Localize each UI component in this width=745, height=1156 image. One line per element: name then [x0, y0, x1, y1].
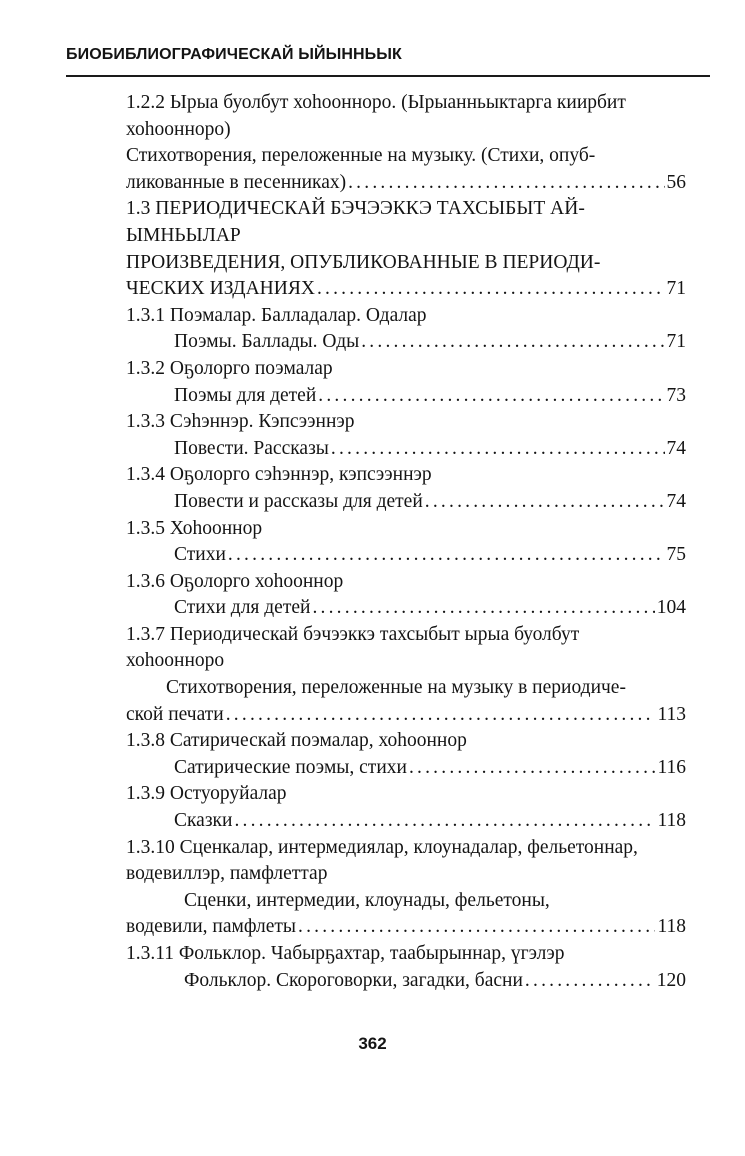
toc-heading-line	[126, 303, 686, 330]
toc-text: 1.2.2 Ырыа буолбут хоһооннoро. (Ырыанньыктарга киирбит	[126, 92, 626, 113]
dot-leader	[318, 383, 664, 410]
toc-text: 1.3.9 Остуоруйалар	[126, 783, 287, 805]
toc-heading-line	[126, 835, 686, 862]
toc-text: 1.3.11 Фольклор. Чабырҕахтар, таабырыннар, үгэлэр	[126, 943, 565, 964]
table-of-contents	[126, 90, 686, 994]
toc-heading-line	[126, 728, 686, 755]
toc-text: Сценки, интермедии, клоунады, фельетоны,	[184, 889, 550, 911]
toc-text: Повести и рассказы для детей	[174, 490, 423, 512]
toc-heading-line	[126, 196, 686, 223]
toc-text: Стихи для детей	[174, 597, 311, 619]
toc-page-number: 74	[666, 490, 686, 512]
dot-leader	[234, 808, 655, 835]
toc-page-number: 56	[666, 171, 686, 193]
toc-text: хоһооннoро	[126, 650, 225, 672]
toc-heading-line	[126, 250, 686, 277]
toc-page-number: 71	[666, 278, 686, 300]
toc-text: Сатирические поэмы, стихи	[174, 756, 407, 778]
toc-entry	[126, 595, 686, 622]
header-rule	[66, 75, 710, 77]
toc-heading-line	[126, 622, 686, 649]
toc-heading-line	[126, 223, 686, 250]
toc-entry	[126, 808, 686, 835]
toc-text: 1.3.10 Сценкалар, интермедиялар, клоунадалар, фельетоннар,	[126, 836, 638, 858]
toc-heading-line	[126, 781, 686, 808]
toc-text: Фольклор. Скороговорки, загадки, басни	[184, 969, 523, 991]
toc-text: 1.3.4 Оҕолорго сэһэннэр, кэпсээннэр	[126, 464, 432, 486]
toc-page-number: 104	[656, 597, 686, 619]
toc-page-number: 118	[657, 916, 686, 938]
toc-entry	[126, 383, 686, 410]
toc-heading-line	[126, 462, 686, 489]
dot-leader	[226, 702, 656, 729]
toc-text: 1.3.5 Хоһооннор	[126, 517, 263, 539]
toc-text: водевили, памфлеты	[126, 916, 296, 938]
toc-entry	[126, 329, 686, 356]
page-number: 362	[358, 1034, 387, 1053]
dot-leader	[409, 755, 656, 782]
toc-text: ликованные в песенниках)	[126, 171, 347, 193]
toc-text: Стихотворения, переложенные на музыку. (Стихи, опуб-	[126, 145, 596, 167]
toc-entry	[126, 755, 686, 782]
toc-entry	[126, 542, 686, 569]
toc-text: ПРОИЗВЕДЕНИЯ, ОПУБЛИКОВАННЫЕ В ПЕРИОДИ-	[126, 251, 601, 273]
toc-text: ЧЕСКИХ ИЗДАНИЯХ	[126, 278, 315, 300]
toc-entry	[126, 968, 686, 995]
toc-heading-line	[126, 356, 686, 383]
dot-leader	[425, 489, 665, 516]
toc-page-number: 71	[666, 331, 686, 353]
toc-heading-line	[126, 888, 686, 915]
dot-leader	[348, 170, 664, 197]
toc-entry	[126, 170, 686, 197]
toc-text: 1.3 ПЕРИОДИЧЕСКАЙ БЭЧЭЭККЭ ТАХСЫБЫТ АЙ-	[126, 198, 585, 220]
dot-leader	[312, 595, 654, 622]
toc-text: водевиллэр, памфлеттар	[126, 863, 328, 885]
toc-text: 1.3.1 Поэмалар. Балладалар. Одалар	[126, 304, 427, 326]
running-header: БИОБИБЛИОГРАФИЧЕСКАЙ ЫЙЫННЬЫК	[66, 46, 402, 63]
dot-leader	[525, 968, 655, 995]
toc-text: Стихи	[174, 544, 226, 566]
dot-leader	[361, 329, 664, 356]
toc-page-number: 113	[657, 703, 686, 725]
toc-text: 1.3.8 Сатирическай поэмалар, хоһооннор	[126, 730, 467, 752]
toc-page-number: 75	[666, 544, 686, 566]
toc-text: хоһооннoро)	[126, 118, 231, 140]
toc-heading-line	[126, 648, 686, 675]
toc-text: 1.3.6 Оҕолорго хоһооннор	[126, 570, 344, 592]
dot-leader	[298, 914, 655, 941]
dot-leader	[228, 542, 665, 569]
toc-page-number: 116	[657, 756, 686, 778]
toc-heading-line	[126, 90, 686, 117]
toc-entry	[126, 436, 686, 463]
toc-text: 1.3.2 Оҕолорго поэмалар	[126, 357, 333, 379]
toc-text: ЫМНЬЫЛАР	[126, 224, 241, 246]
toc-text: 1.3.3 Сэһэннэр. Кэпсээннэр	[126, 411, 355, 433]
toc-text: 1.3.7 Периодическай бэчээккэ тахсыбыт ырыа буолбут	[126, 623, 580, 645]
toc-page-number: 73	[666, 384, 686, 406]
toc-text: Поэмы. Баллады. Оды	[174, 331, 360, 353]
toc-text: Сказки	[174, 810, 233, 832]
toc-heading-line	[126, 409, 686, 436]
dot-leader	[317, 276, 665, 303]
toc-text: Стихотворения, переложенные на музыку в периодиче-	[166, 677, 626, 699]
toc-page-number: 120	[656, 969, 686, 991]
toc-text: Повести. Рассказы	[174, 437, 329, 459]
toc-entry	[126, 276, 686, 303]
toc-heading-line	[126, 941, 686, 968]
toc-entry	[126, 914, 686, 941]
toc-heading-line	[126, 117, 686, 144]
toc-entry	[126, 702, 686, 729]
toc-text: ской печати	[126, 703, 224, 725]
dot-leader	[331, 436, 665, 463]
toc-heading-line	[126, 143, 686, 170]
toc-heading-line	[126, 675, 686, 702]
toc-text: Поэмы для детей	[174, 384, 317, 406]
toc-entry	[126, 489, 686, 516]
toc-page-number: 74	[666, 437, 686, 459]
toc-page-number: 118	[657, 810, 686, 832]
toc-heading-line	[126, 861, 686, 888]
toc-heading-line	[126, 569, 686, 596]
toc-heading-line	[126, 516, 686, 543]
